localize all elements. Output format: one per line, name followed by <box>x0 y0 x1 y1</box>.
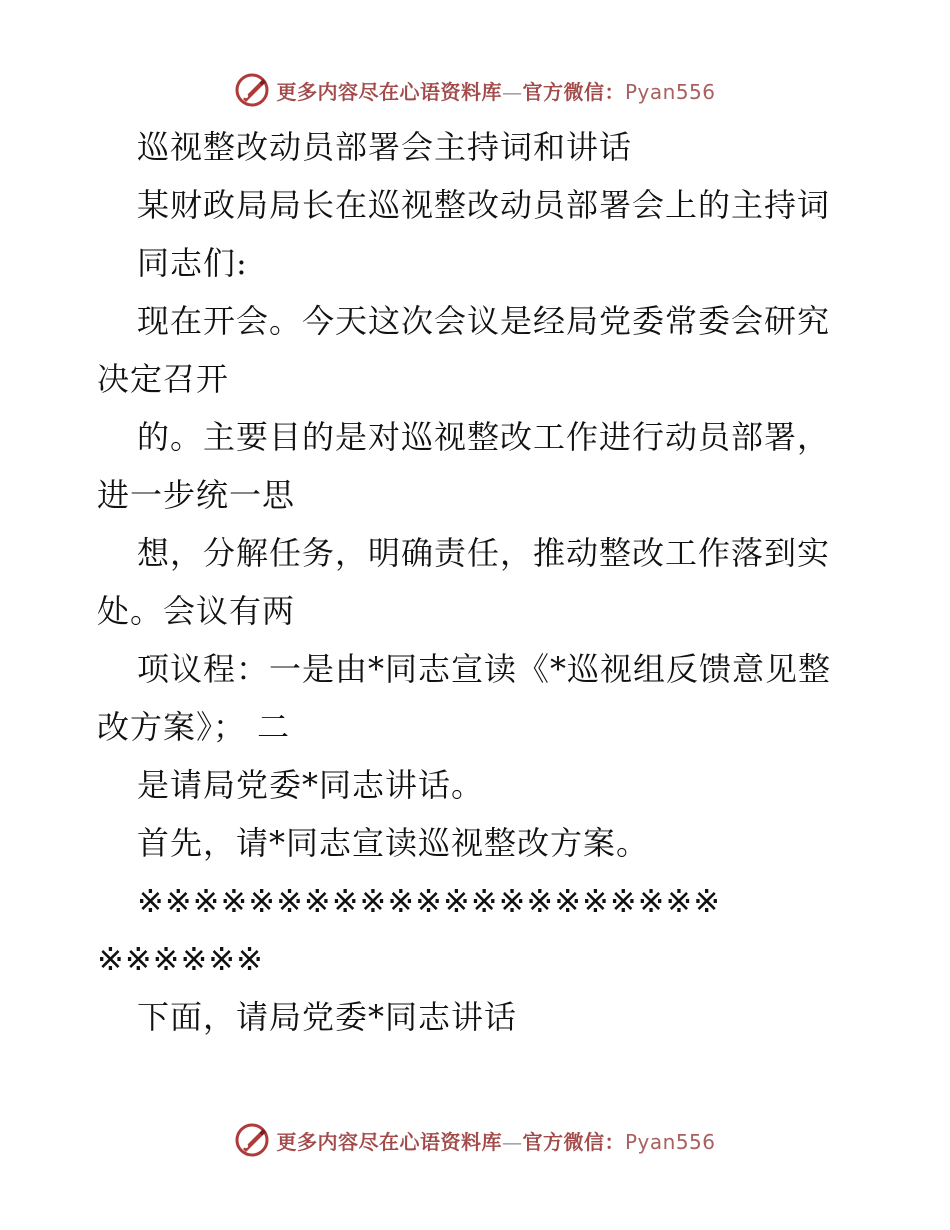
document-line: 项议程：一是由*同志宣读《*巡视组反馈意见整 <box>137 650 832 688</box>
document-line: 的。主要目的是对巡视整改工作进行动员部署， <box>137 418 831 456</box>
document-line: 进一步统一思 <box>97 476 296 514</box>
footer-banner <box>0 1120 950 1160</box>
document-line: 改方案》； 二 <box>97 708 291 746</box>
footer-separator: — <box>501 1129 523 1154</box>
header-banner <box>0 70 950 110</box>
footer-brand: 更多内容尽在心语资料库 <box>276 1129 502 1154</box>
pen-logo-icon <box>234 1122 270 1158</box>
footer-banner-text <box>276 1126 715 1155</box>
pen-logo-icon <box>234 72 270 108</box>
footer-contact-label: 官方微信： <box>522 1129 625 1154</box>
document-line: 巡视整改动员部署会主持词和讲话 <box>137 128 633 166</box>
header-brand: 更多内容尽在心语资料库 <box>276 79 502 104</box>
document-line: 现在开会。今天这次会议是经局党委常委会研究 <box>137 302 831 340</box>
document-line: 决定召开 <box>97 360 230 398</box>
header-banner-text <box>276 76 715 105</box>
header-contact-label: 官方微信： <box>522 79 625 104</box>
document-line: 想，分解任务，明确责任，推动整改工作落到实 <box>137 534 831 572</box>
document-line: ※※※※※※※※※※※※※※※※※※※※※ <box>137 882 722 920</box>
document-line: 同志们: <box>137 244 248 282</box>
header-contact-id: Pyan556 <box>624 79 716 104</box>
document-line: ※※※※※※ <box>97 940 264 978</box>
document-line: 某财政局局长在巡视整改动员部署会上的主持词 <box>137 186 831 224</box>
document-line: 首先，请*同志宣读巡视整改方案。 <box>137 824 650 862</box>
footer-contact-id: Pyan556 <box>624 1129 716 1154</box>
document-body <box>97 118 857 1046</box>
document-line: 是请局党委*同志讲话。 <box>137 766 485 804</box>
document-line: 处。会议有两 <box>97 592 296 630</box>
header-separator: — <box>501 79 523 104</box>
document-line: 下面，请局党委*同志讲话 <box>137 998 518 1036</box>
